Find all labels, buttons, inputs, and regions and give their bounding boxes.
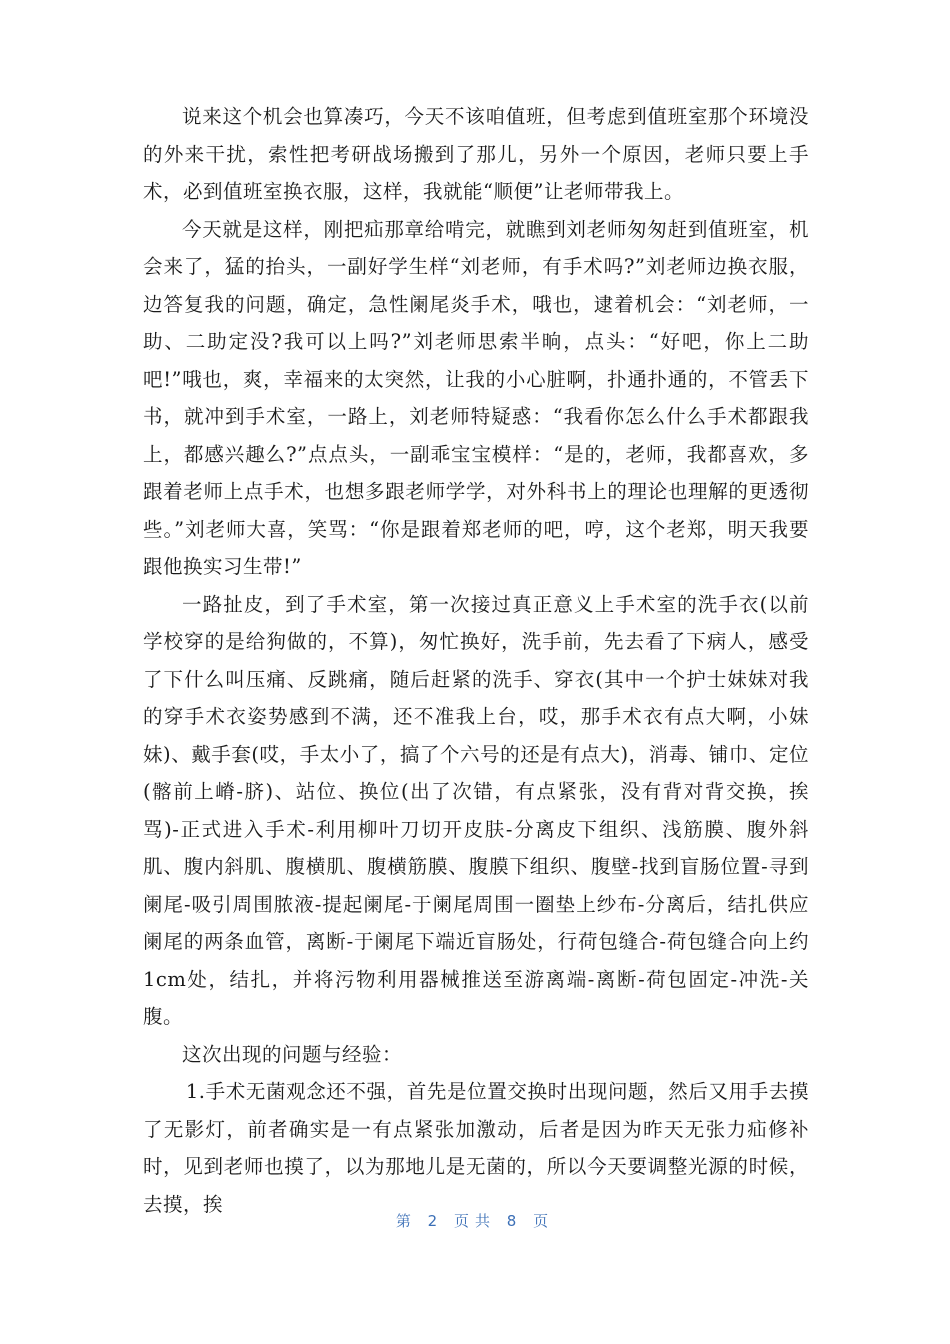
list-item: 1.手术无菌观念还不强，首先是位置交换时出现问题，然后又用手去摸了无影灯，前者确实是一有点紧张加激动，后者是因为昨天无张力疝修补时，见到老师也摸了，以为那地儿是无菌的，所以今天要调整光源的时候，去摸，挨 <box>143 1080 809 1216</box>
document-body <box>143 98 809 1223</box>
page-number-footer: 第 2 页共 8 页 <box>395 1212 555 1230</box>
paragraph: 今天就是这样，刚把疝那章给啃完，就瞧到刘老师匆匆赶到值班室，机会来了，猛的抬头，一副好学生样“刘老师，有手术吗?”刘老师边换衣服，边答复我的问题，确定，急性阑尾炎手术，哦也，逮着机会：“刘老师，一助、二助定没?我可以上吗?”刘老师思索半晌，点头：“好吧，你上二助吧!”哦也，爽，幸福来的太突然，让我的小心脏啊，扑通扑通的，不管丢下书，就冲到手术室，一路上，刘老师特疑惑：“我看你怎么什么手术都跟我上，都感兴趣么?”点点头，一副乖宝宝模样：“是的，老师，我都喜欢，多跟着老师上点手术，也想多跟老师学学，对外科书上的理论也理解的更透彻些。”刘老师大喜，笑骂：“你是跟着郑老师的吧，哼，这个老郑，明天我要跟他换实习生带!” <box>143 217 809 578</box>
section-heading: 这次出现的问题与经验： <box>182 1042 403 1066</box>
paragraph: 说来这个机会也算凑巧，今天不该咱值班，但考虑到值班室那个环境没的外来干扰，索性把考研战场搬到了那儿，另外一个原因，老师只要上手术，必到值班室换衣服，这样，我就能“顺便”让老师带我上。 <box>143 105 809 203</box>
paragraph: 一路扯皮，到了手术室，第一次接过真正意义上手术室的洗手衣(以前学校穿的是给狗做的，不算)，匆忙换好，洗手前，先去看了下病人，感受了下什么叫压痛、反跳痛，随后赶紧的洗手、穿衣(其中一个护士妹妹对我的穿手术衣姿势感到不满，还不准我上台，哎，那手术衣有点大啊，小妹妹)、戴手套(哎，手太小了，搞了个六号的还是有点大)，消毒、铺巾、定位(髂前上嵴-脐)、站位、换位(出了次错，有点紧张，没有背对背交换，挨骂)-正式进入手术-利用柳叶刀切开皮肤-分离皮下组织、浅筋膜、腹外斜肌、腹内斜肌、腹横肌、腹横筋膜、腹膜下组织、腹壁-找到盲肠位置-寻到阑尾-吸引周围脓液-提起阑尾-于阑尾周围一圈垫上纱布-分离后，结扎供应阑尾的两条血管，离断-于阑尾下端近盲肠处，行荷包缝合-荷包缝合向上约1cm处，结扎，并将污物利用器械推送至游离端-离断-荷包固定-冲洗-关腹。 <box>143 592 809 1028</box>
